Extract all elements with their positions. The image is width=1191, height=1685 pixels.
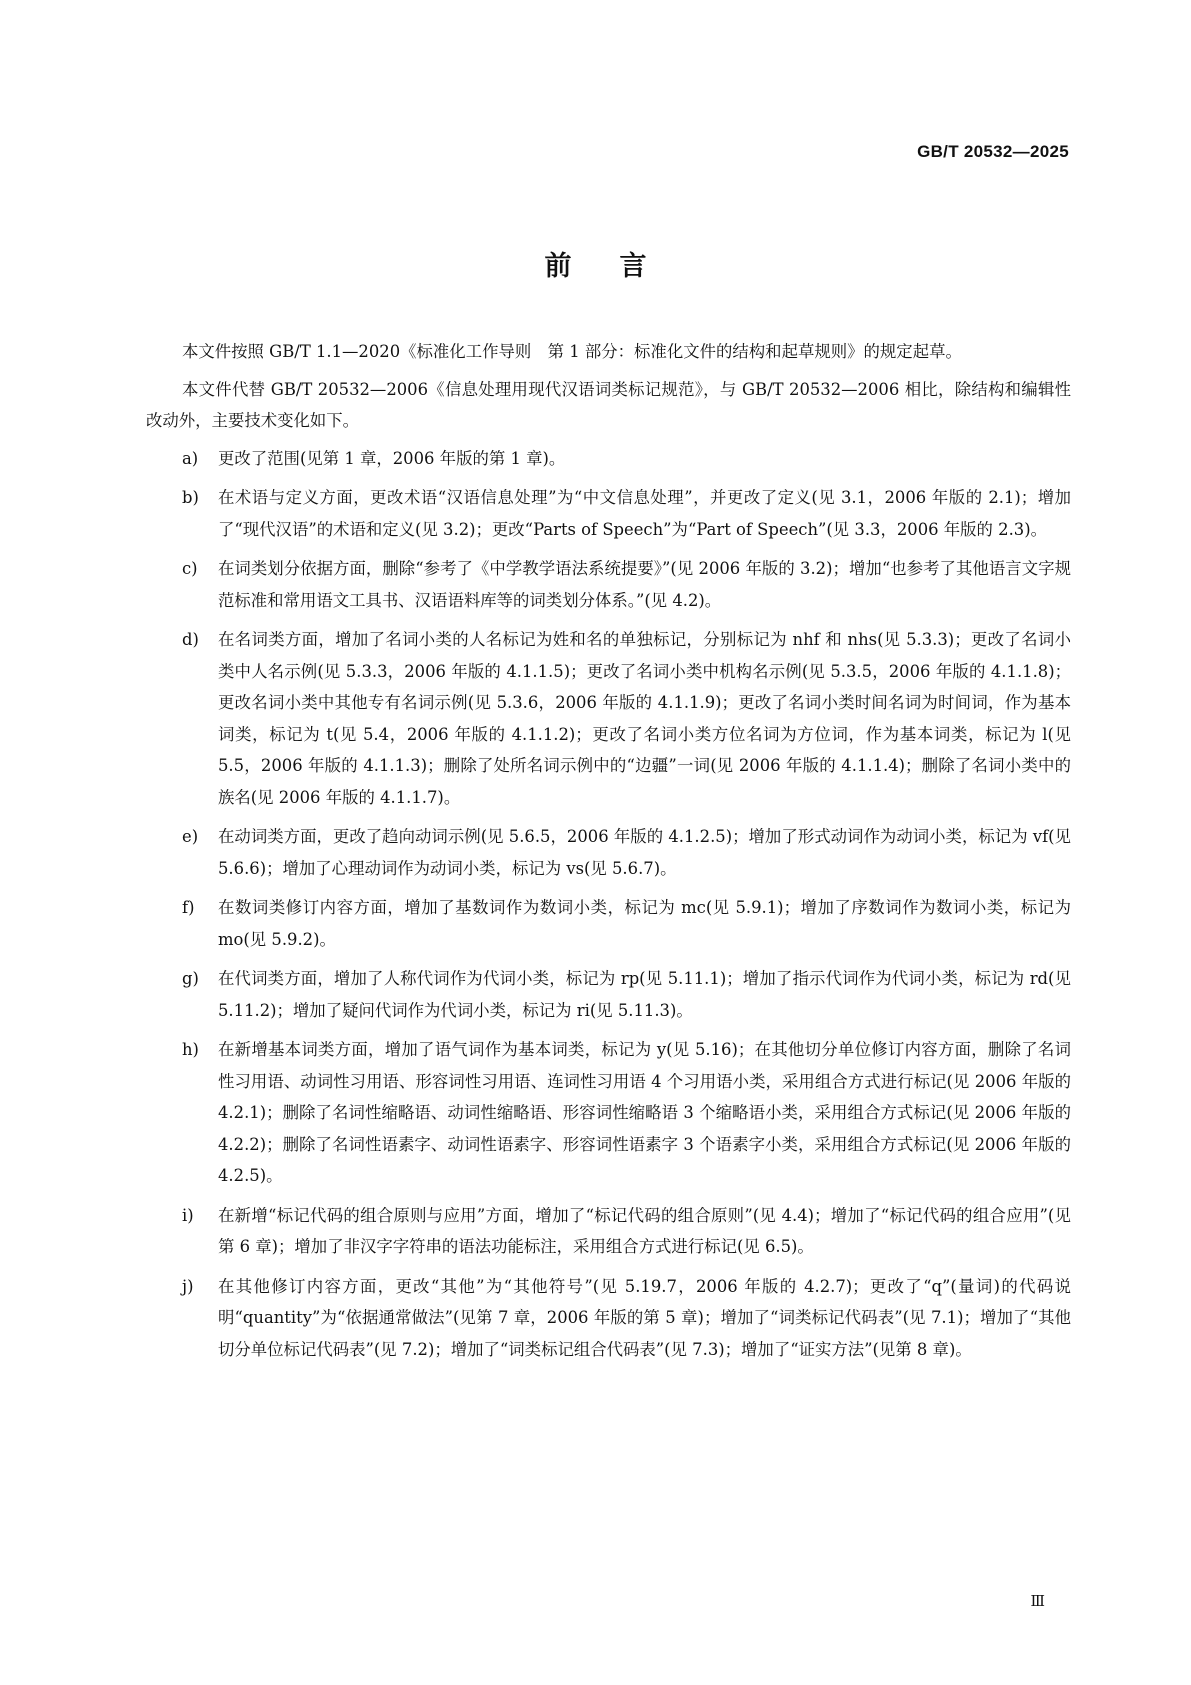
paragraph-1: 本文件按照 GB/T 1.1—2020《标准化工作导则 第 1 部分：标准化文件的结构和起草规则》的规定起草。: [182, 342, 962, 361]
list-item-text: 在新增基本词类方面，增加了语气词作为基本词类，标记为 y(见 5.16)；在其他切分单位修订内容方面，删除了名词性习用语、动词性习用语、形容词性习用语、连词性习用语 4 个习用语小类，采用组合方式进行标记(见 2006 年版的 4.2.1)；删除了名词性缩略语、动词性缩略语、形容词性缩略语 3 个缩略语小类，采用组合方式标记(见 2006 年版的 4.2.2)；删除了名词性语素字、动词性语素字、形容词性语素字 3 个语素字小类，采用组合方式标记(见 2006 年版的 4.2.5)。: [218, 1040, 1071, 1185]
changes-list: [146, 443, 1071, 1366]
list-item-label: d): [182, 630, 199, 649]
list-item-text: 在代词类方面，增加了人称代词作为代词小类，标记为 rp(见 5.11.1)；增加了指示代词作为代词小类，标记为 rd(见 5.11.2)；增加了疑问代词作为代词小类，标记为 ri(见 5.11.3)。: [218, 969, 1071, 1020]
list-item-label: b): [182, 488, 199, 507]
list-item: [146, 1034, 1071, 1192]
page-number: Ⅲ: [1030, 1592, 1045, 1610]
list-item-label: a): [182, 448, 199, 468]
paragraph-2: 本文件代替 GB/T 20532—2006《信息处理用现代汉语词类标记规范》，与 GB/T 20532—2006 相比，除结构和编辑性改动外，主要技术变化如下。: [146, 379, 1071, 430]
list-item-label: f): [182, 898, 195, 917]
list-item-label: g): [182, 969, 199, 988]
list-item: [146, 821, 1071, 884]
list-item-text: 在术语与定义方面，更改术语“汉语信息处理”为“中文信息处理”，并更改了定义(见 3.1，2006 年版的 2.1)；增加了“现代汉语”的术语和定义(见 3.2)；更改“Parts of Speech”为“Part of Speech”(见 3.3，2006 年版的 2.3)。: [218, 488, 1071, 539]
list-item-label: h): [182, 1040, 199, 1059]
list-item-text: 更改了范围(见第 1 章，2006 年版的第 1 章)。: [218, 448, 566, 468]
list-item: [146, 624, 1071, 813]
list-item: [146, 963, 1071, 1026]
list-item-label: j): [182, 1276, 194, 1296]
main-content: [146, 336, 1071, 1373]
list-item: [146, 892, 1071, 955]
list-item-label: e): [182, 827, 199, 846]
list-item-text: 在名词类方面，增加了名词小类的人名标记为姓和名的单独标记，分别标记为 nhf 和 nhs(见 5.3.3)；更改了名词小类中人名示例(见 5.3.3，2006 年版的 4.1.1.5)；更改了名词小类中机构名示例(见 5.3.5，2006 年版的 4.1.1.8)；更改名词小类中其他专有名词示例(见 5.3.6，2006 年版的 4.1.1.9)；更改了名词小类时间名词为时间词，作为基本词类，标记为 t(见 5.4，2006 年版的 4.1.1.2)；更改了名词小类方位名词为方位词，作为基本词类，标记为 l(见 5.5，2006 年版的 4.1.1.3)；删除了处所名词示例中的“边疆”一词(见 2006 年版的 4.1.1.4)；删除了名词小类中的族名(见 2006 年版的 4.1.1.7)。: [218, 630, 1071, 807]
list-item: [146, 1271, 1071, 1366]
list-item-text: 在其他修订内容方面，更改“其他”为“其他符号”(见 5.19.7，2006 年版的 4.2.7)；更改了“q”(量词)的代码说明“quantity”为“依据通常做法”(见第 7 章，2006 年版的第 5 章)；增加了“词类标记代码表”(见 7.1)；增加了“其他切分单位标记代码表”(见 7.2)；增加了“词类标记组合代码表”(见 7.3)；增加了“证实方法”(见第 8 章)。: [218, 1276, 1071, 1359]
list-item-text: 在新增“标记代码的组合原则与应用”方面，增加了“标记代码的组合原则”(见 4.4)；增加了“标记代码的组合应用”(见第 6 章)；增加了非汉字字符串的语法功能标注，采用组合方式进行标记(见 6.5)。: [218, 1205, 1071, 1256]
list-item-text: 在动词类方面，更改了趋向动词示例(见 5.6.5，2006 年版的 4.1.2.5)；增加了形式动词作为动词小类，标记为 vf(见 5.6.6)；增加了心理动词作为动词小类，标记为 vs(见 5.6.7)。: [218, 827, 1071, 878]
list-item-label: i): [182, 1205, 194, 1225]
list-item-label: c): [182, 559, 198, 578]
list-item: [146, 1200, 1071, 1263]
list-item-text: 在词类划分依据方面，删除“参考了《中学教学语法系统提要》”(见 2006 年版的 3.2)；增加“也参考了其他语言文字规范标准和常用语文工具书、汉语语料库等的词类划分体系。”(见 4.2)。: [218, 559, 1071, 610]
document-number: GB/T 20532—2025: [917, 142, 1069, 161]
list-item: [146, 482, 1071, 545]
list-item: [146, 553, 1071, 616]
list-item-text: 在数词类修订内容方面，增加了基数词作为数词小类，标记为 mc(见 5.9.1)；增加了序数词作为数词小类，标记为 mo(见 5.9.2)。: [218, 898, 1071, 949]
list-item: [146, 443, 1071, 475]
page-title: 前言: [544, 251, 695, 282]
